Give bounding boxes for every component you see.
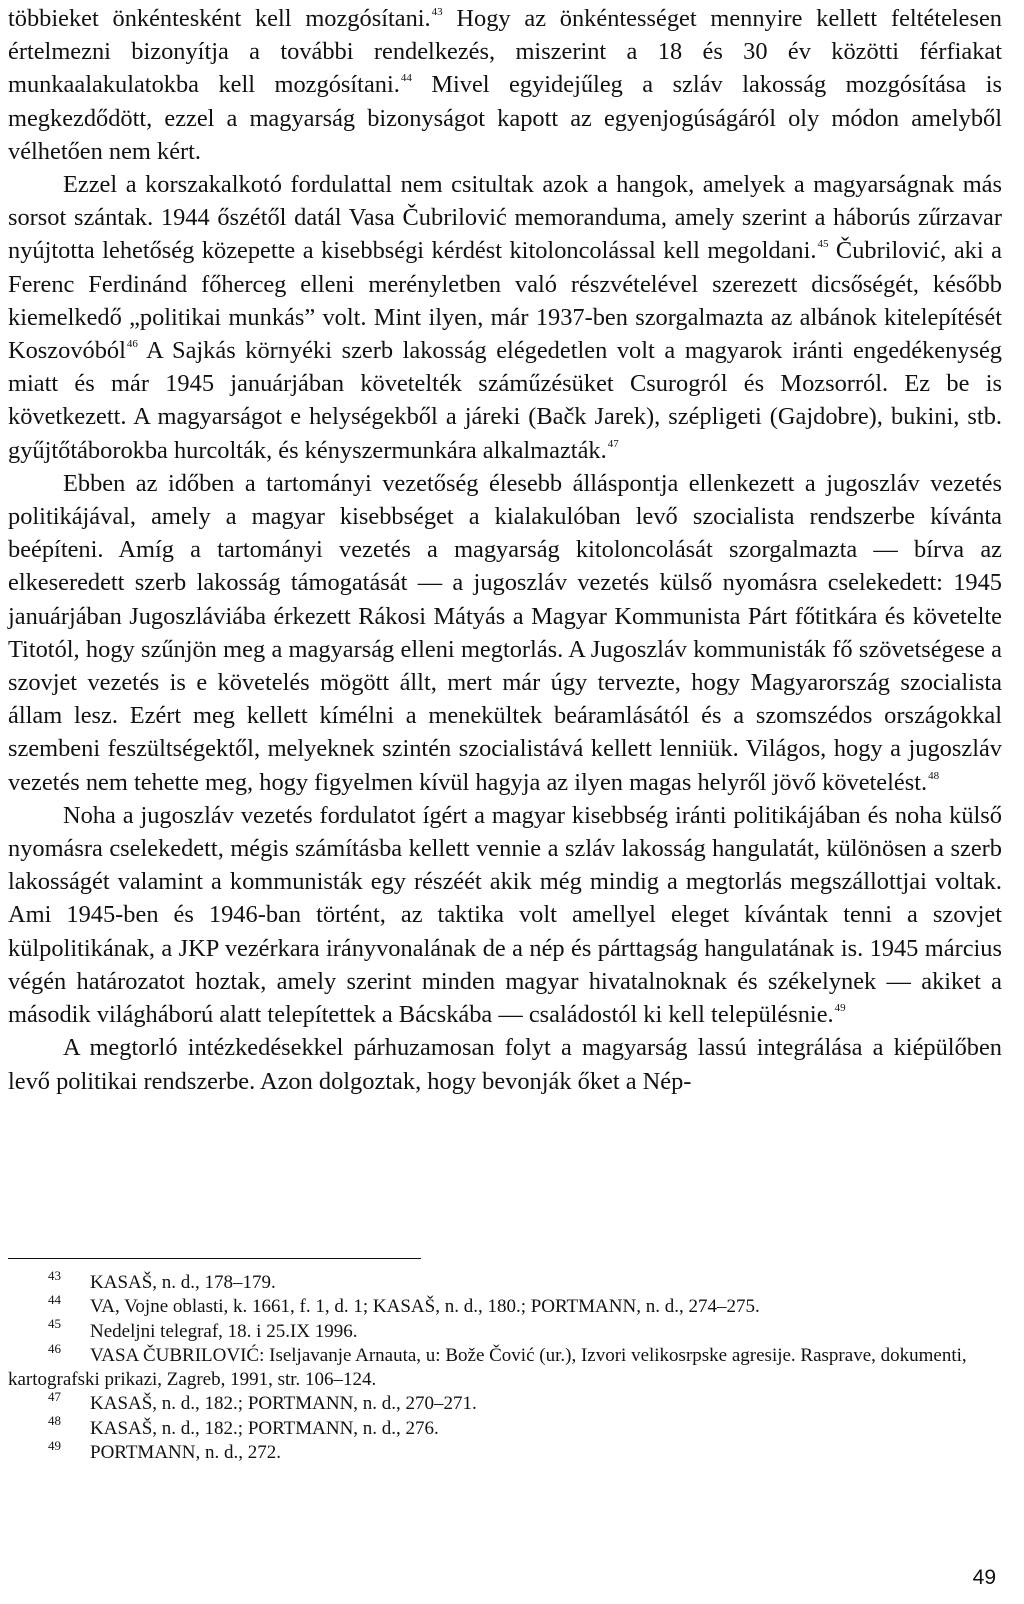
- body-text: [8, 2, 1002, 1098]
- footnotes: [8, 1267, 1002, 1465]
- paragraph-text: Mivel egyidejűleg a szláv lakosság mozgósítása is megkezdődött, ezzel a magyarság bizonyságot kapott az egyenjogúságáról oly módon amelyből vélhetően nem kért.: [8, 71, 1002, 165]
- footnote-text: VA, Vojne oblasti, k. 1661, f. 1, d. 1; KASAŠ, n. d., 180.; PORTMANN, n. d., 274–275.: [90, 1296, 760, 1318]
- footnote: 44 VA, Vojne oblasti, k. 1661, f. 1, d. 1; KASAŠ, n. d., 180.; PORTMANN, n. d., 274–275.: [48, 1291, 760, 1318]
- footnote: 47 KASAŠ, n. d., 182.; PORTMANN, n. d., 270–271.: [48, 1389, 477, 1415]
- paragraph: [8, 467, 1002, 799]
- paragraph-text: A Sajkás környéki szerb lakosság elégedetlen volt a magyarok iránti engedékenység miatt és már 1945 januárjában követelték száműzésüket Csurogról és Mozsorról. Ez be is következett. A magyarságot e helységekből a járeki (Bačk Jarek), szépligeti (Gajdobre), bukini, stb. gyűjtőtáborokba hurcolták, és kényszermunkára alkalmazták.: [8, 337, 1002, 464]
- paragraph: [8, 168, 1002, 467]
- paragraph: [8, 1031, 1002, 1097]
- paragraph: [8, 2, 1002, 168]
- footnote: 43 KASAŠ, n. d., 178–179.: [48, 1267, 276, 1293]
- footnote-reference: 45: [817, 238, 829, 251]
- page-number: 49: [972, 1566, 996, 1589]
- paragraph-text: többieket önkéntesként kell mozgósítani.: [8, 5, 431, 32]
- footnote: 49 PORTMANN, n. d., 272.: [48, 1437, 281, 1464]
- paragraph-text: Čubrilović, aki a Ferenc Ferdinánd főherceg elleni merényletben való részvételével szerezett dicsőségét, később kiemelkedő „politikai munkás” volt. Mint ilyen, már 1937-ben szorgalmazta az albánok kitelepítését Koszovóból: [8, 237, 1002, 365]
- footnote: 48 KASAŠ, n. d., 182.; PORTMANN, n. d., 276.: [48, 1413, 439, 1439]
- footnote-reference: 44: [400, 72, 412, 85]
- paragraph-text: A megtorló intézkedésekkel párhuzamosan folyt a magyarság lassú integrálása a kiépülőben levő politikai rendszerbe. Azon dolgoztak, hogy bevonják őket a Nép-: [8, 1034, 1002, 1095]
- footnote-text: KASAŠ, n. d., 182.; PORTMANN, n. d., 276.: [90, 1417, 439, 1439]
- footnote-separator: [8, 1258, 421, 1259]
- paragraph: [8, 799, 1002, 1031]
- paragraph-text: Noha a jugoszláv vezetés fordulatot ígért a magyar kisebbség iránti politikájában és noha külső nyomásra cselekedett, mégis számításba kellett vennie a szláv lakosság hangulatát, különösen a szerb lakosságét valamint a kommunisták egy részéét akik még mindig a megtorlás megszállottjai voltak. Ami 1945-ben és 1946-ban történt, az taktika volt amellyel eleget kívántak tenni a szovjet külpolitikának, a JKP vezérkara irányvonalának de a nép és párttagság hangulatának is. 1945 március végén határozatot hoztak, amely szerint minden magyar hivatalnoknak és székelynek — akiket a második világháború alatt telepítettek a Bácskába — családostól ki kell településnie.: [8, 801, 1002, 1029]
- footnote-text: KASAŠ, n. d., 178–179.: [90, 1272, 276, 1293]
- footnote-text: VASA ČUBRILOVIĆ: Iseljavanje Arnauta, u: Bože Čović (ur.), Izvori velikosrpske agresije. Rasprave, dokumenti, kartografski prikazi, Zagreb, 1991, str. 106–124.: [8, 1344, 967, 1391]
- footnote-reference: 49: [834, 1001, 846, 1014]
- paragraph-text: Ebben az időben a tartományi vezetőség élesebb álláspontja ellenkezett a jugoszláv vezetés politikájával, amely a magyar kisebbséget a kialakulóban levő szocialista rendszerbe kívánta beépíteni. Amíg a tartományi vezetés a magyarság kitoloncolását szorgalmazta — bírva az elkeseredett szerb lakosság támogatását — a jugoszláv vezetés külső nyomásra cselekedett: 1945 januárjában Jugoszláviába érkezett Rákosi Mátyás a Magyar Kommunista Párt főtitkára és követelte Titotól, hogy szűnjön meg a magyarság elleni megtorlás. A Jugoszláv kommunisták fő szövetségese a szovjet vezetés is e követelés mögött állt, mert már úgy tervezte, hogy Magyarország szocialista állam lesz. Ezért meg kellett kímélni a menekültek beáramlásától és a szomszédos országokkal szembeni feszültségektől, melyeknek szintén szocialistává kellett lenniük. Világos, hogy a jugoszláv vezetés nem tehette meg, hogy figyelmen kívül hagyja az ilyen magas helyről jövő követelést.: [8, 469, 1002, 796]
- footnote: 45 Nedeljni telegraf, 18. i 25.IX 1996.: [48, 1316, 358, 1342]
- footnote-reference: 43: [431, 5, 443, 18]
- footnote: 46 VASA ČUBRILOVIĆ: Iseljavanje Arnauta, u: Bože Čović (ur.), Izvori velikosrpske agresije. Rasprave, dokumenti, kartografski prikazi, Zagreb, 1991, str. 106–124.: [8, 1340, 967, 1391]
- paragraph-text: Hogy az önkéntességet mennyire kellett feltételesen értelmezni bizonyítja a további rendelkezés, miszerint a 18 és 30 év közötti férfiakat munkaalakulatokba kell mozgósítani.: [8, 5, 1003, 99]
- footnote-reference: 47: [607, 437, 619, 450]
- footnote-text: Nedeljni telegraf, 18. i 25.IX 1996.: [90, 1320, 358, 1342]
- footnote-text: PORTMANN, n. d., 272.: [90, 1442, 281, 1464]
- footnote-text: KASAŠ, n. d., 182.; PORTMANN, n. d., 270–271.: [90, 1393, 477, 1415]
- footnote-reference: 46: [126, 337, 138, 350]
- footnote-reference: 48: [928, 769, 940, 782]
- paragraph-text: Ezzel a korszakalkotó fordulattal nem csitultak azok a hangok, amelyek a magyarságnak más sorsot szántak. 1944 őszétől datál Vasa Čubrilović memoranduma, amely szerint a háborús zűrzavar nyújtotta lehetőség közepette a kisebbségi kérdést kitoloncolással kell megoldani.: [8, 171, 1002, 265]
